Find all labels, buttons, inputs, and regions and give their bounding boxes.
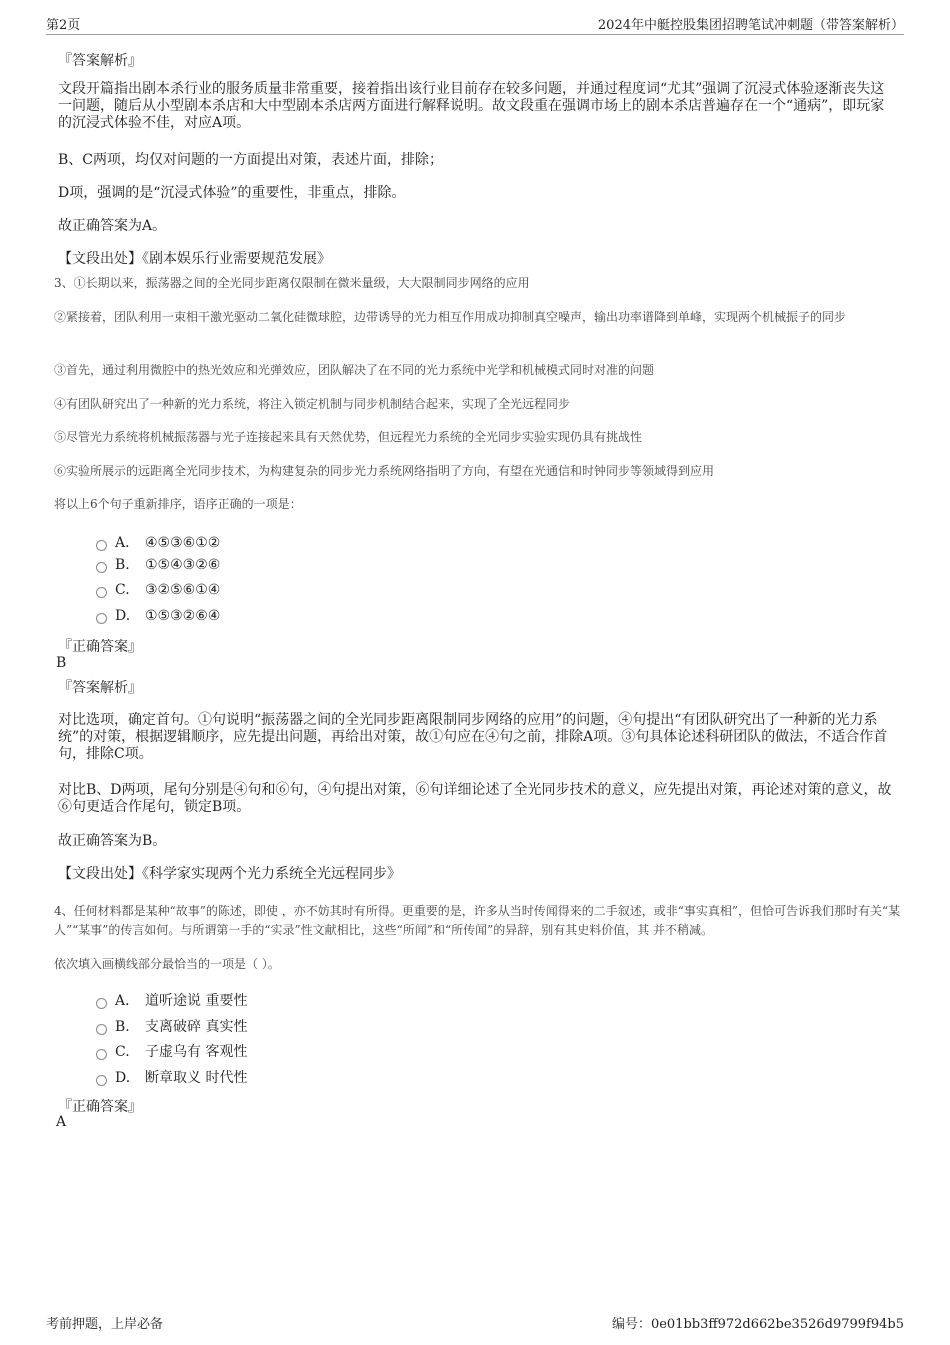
analysis-paragraph: 文段开篇指出剧本杀行业的服务质量非常重要，接着指出该行业目前存在较多问题，并通过程度词“尤其”强调了沉浸式体验逐渐丧失这一问题，随后从小型剧本杀店和大中型剧本杀店两方面进行解释说明。故文段重在强调市场上的剧本杀店普遍存在一个“通病”，即玩家的沉浸式体验不佳，对应A项。 [58, 81, 885, 131]
q4-option-b[interactable] [96, 1016, 247, 1036]
analysis-paragraph: 故正确答案为A。 [58, 218, 167, 234]
radio-icon[interactable] [96, 1075, 107, 1086]
radio-icon[interactable] [96, 540, 107, 551]
q4-option-c[interactable] [96, 1041, 247, 1061]
analysis-label: 『答案解析』 [58, 680, 142, 696]
correct-answer-label: 『正确答案』 [58, 639, 142, 655]
source-citation: 【文段出处】《剧本娱乐行业需要规范发展》 [58, 251, 331, 267]
correct-answer-label: 『正确答案』 [58, 1099, 142, 1115]
q3-sentence: ④有团队研究出了一种新的光力系统，将注入锁定机制与同步机制结合起来，实现了全光远程同步 [54, 397, 571, 411]
page-footer [46, 1313, 904, 1331]
radio-icon[interactable] [96, 587, 107, 598]
option-text: ④⑤③⑥①② [145, 535, 221, 551]
analysis-paragraph: 对比B、D两项，尾句分别是④句和⑥句，④句提出对策，⑥句详细论述了全光同步技术的意义，应先提出对策，再论述对策的意义，故⑥句更适合作尾句，锁定B项。 [58, 782, 892, 815]
analysis-paragraph: 对比选项，确定首句。①句说明“振荡器之间的全光同步距离限制同步网络的应用”的问题，④句提出“有团队研究出了一种新的光力系统”的对策，根据逻辑顺序，应先提出问题，再给出对策，故①句应在④句之前，排除A项。③句具体论述科研团队的做法，不适合作首句，排除C项。 [58, 712, 888, 762]
option-text: 支离破碎 真实性 [145, 1019, 248, 1035]
q3-sentence: 3、①长期以来，振荡器之间的全光同步距离仅限制在微米量级，大大限制同步网络的应用 [54, 276, 530, 290]
radio-icon[interactable] [96, 998, 107, 1009]
option-letter: B. [115, 557, 130, 573]
analysis-paragraph: 故正确答案为B。 [58, 833, 167, 849]
q3-sentence: ⑤尽管光力系统将机械振荡器与光子连接起来具有天然优势，但远程光力系统的全光同步实验实现仍具有挑战性 [54, 430, 643, 444]
option-letter: B. [115, 1019, 130, 1035]
q3-option-d[interactable] [96, 608, 220, 628]
radio-icon[interactable] [96, 1049, 107, 1060]
option-text: 断章取义 时代性 [145, 1070, 248, 1086]
q3-sentence: ②紧接着，团队利用一束相干激光驱动二氧化硅微球腔，边带诱导的光力相互作用成功抑制真空噪声，输出功率谱降到单峰，实现两个机械振子的同步 [54, 310, 847, 324]
q4-prompt: 依次填入画横线部分最恰当的一项是（ ）。 [54, 957, 280, 971]
source-citation: 【文段出处】《科学家实现两个光力系统全光远程同步》 [58, 866, 401, 882]
document-title: 2024年中艇控股集团招聘笔试冲刺题（带答案解析） [597, 18, 904, 33]
footer-slogan: 考前押题，上岸必备 [46, 1317, 164, 1332]
page-number: 第2页 [46, 18, 81, 33]
option-letter: C. [115, 582, 130, 598]
analysis-paragraph: D项，强调的是“沉浸式体验”的重要性，非重点，排除。 [58, 185, 406, 201]
correct-answer: B [56, 655, 67, 671]
radio-icon[interactable] [96, 613, 107, 624]
document-id: 编号：0e01bb3ff972d662be3526d9799f94b5 [611, 1317, 904, 1332]
q3-sentence: ③首先，通过利用微腔中的热光效应和光弹效应，团队解决了在不同的光力系统中光学和机械模式同时对准的问题 [54, 363, 655, 377]
q3-option-c[interactable] [96, 582, 220, 602]
option-text: 道听途说 重要性 [145, 993, 248, 1009]
option-text: 子虚乌有 客观性 [145, 1044, 248, 1060]
option-text: ①⑤④③②⑥ [145, 557, 221, 573]
q3-option-a[interactable] [96, 532, 220, 552]
q3-prompt: 将以上6个句子重新排序，语序正确的一项是： [54, 497, 302, 511]
option-letter: D. [115, 608, 131, 624]
analysis-paragraph: B、C两项，均仅对问题的一方面提出对策，表述片面，排除； [58, 152, 443, 168]
radio-icon[interactable] [96, 1024, 107, 1035]
q4-option-d[interactable] [96, 1067, 247, 1087]
option-letter: C. [115, 1044, 130, 1060]
q3-option-b[interactable] [96, 557, 220, 577]
correct-answer: A [56, 1114, 67, 1130]
option-text: ①⑤③②⑥④ [145, 608, 221, 624]
radio-icon[interactable] [96, 562, 107, 573]
q4-option-a[interactable] [96, 990, 247, 1010]
q4-stem: 4、任何材料都是某种“故事”的陈述，即使 ，亦不妨其时有所得。更重要的是，许多从当时传闻得来的二手叙述，或非“事实真相”，但恰可告诉我们那时有关“某人”“某事”的传言如何。与所谓第一手的“实录”性文献相比，这些“所闻”和“所传闻”的异辞，别有其史料价值，其 并不稍减。 [54, 904, 901, 937]
q3-sentence: ⑥实验所展示的远距离全光同步技术，为构建复杂的同步光力系统网络指明了方向，有望在光通信和时钟同步等领域得到应用 [54, 464, 715, 478]
page-header [46, 14, 904, 35]
option-letter: D. [115, 1070, 131, 1086]
option-text: ③②⑤⑥①④ [145, 582, 221, 598]
option-letter: A． [115, 993, 140, 1009]
option-letter: A． [115, 535, 140, 551]
analysis-label: 『答案解析』 [58, 53, 142, 69]
